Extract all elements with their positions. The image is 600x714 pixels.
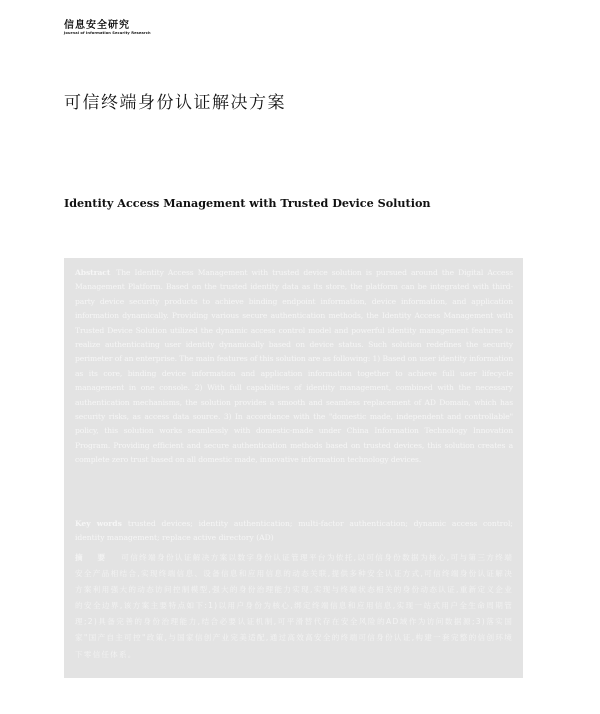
keywords-body: trusted devices; identity authentication; multi-factor authentication; dynamic access control; identity management; replace active directory (AD) (75, 519, 513, 543)
abstract-label: Abstract (75, 268, 111, 277)
journal-name-en: Journal of Information Security Research (64, 31, 151, 35)
abstract-panel (64, 258, 523, 678)
abstract-body: The Identity Access Management with trusted device solution is pursued around the Digital Access Management Platform. Based on the trusted identity data as its store, the platform can be integrated with third-party device security products to achieve binding endpoint information, device information, and application information dynamically. Providing various secure authentication methods, the Identity Access Management with Trusted Device Solution utilized the dynamic access control model and powerful identity management features to realize authenticating user identity dynamically based on device status. Such solution redefines the security perimeter of an enterprise. The main features of this solution are as following: 1) Based on user identity information as its core, binding device information and application information together to achieve full user lifecycle management in one console. 2) With full capabilities of identity management, combined with the necessary authentication mechanisms, the solution provides a smooth and seamless replacement of AD Domain, which has security risks, as access data source. 3) In accordance with the "domestic made, independent and controllable" policy, this solution works seamlessly with domestic-made under China Information Technology Innovation Program. Providing efficient and secure authentication methods based on trusted devices, this solution creates a complete zero trust based on all domestic made, innovative information technology devices. (75, 268, 513, 465)
abstract-cn-label: 摘 要 (75, 553, 112, 562)
abstract-cn-body: 可信终端身份认证解决方案以数字身份认证管理平台为依托,以可信身份数据为核心,可与第三方终端安全产品相结合,实现终端信息、设备信息和应用信息的动态关联,提供多种安全认证方式,可信终端身份认证解决方案利用强大的动态访问控制模型,强大的身份治理能力实现,实现与终端状态相关的身份动态认证,重新定义企业的安全边界,该方案主要特点如下:1)以用户身份为核心,绑定终端信息和应用信息,实现一站式用户全生命周期管理;2)具备完善的身份治理能力,结合必要认证机制,可平滑替代存在安全风险的AD域作为访问数据源;3)落实国家"国产自主可控"政策,与国家信创产业完美适配,通过高效高安全的终端可信身份认证,构建一套完整的信创环境下零信任体系。 (75, 553, 513, 659)
keywords-en (75, 517, 513, 546)
paper-title-en: Identity Access Management with Trusted Device Solution (64, 196, 431, 210)
journal-name-cn: 信息安全研究 (64, 20, 130, 31)
abstract-cn (75, 550, 513, 663)
paper-title-cn: 可信终端身份认证解决方案 (64, 93, 286, 113)
keywords-label: Key words (75, 519, 122, 528)
abstract-en (75, 266, 513, 468)
journal-header (64, 20, 151, 36)
